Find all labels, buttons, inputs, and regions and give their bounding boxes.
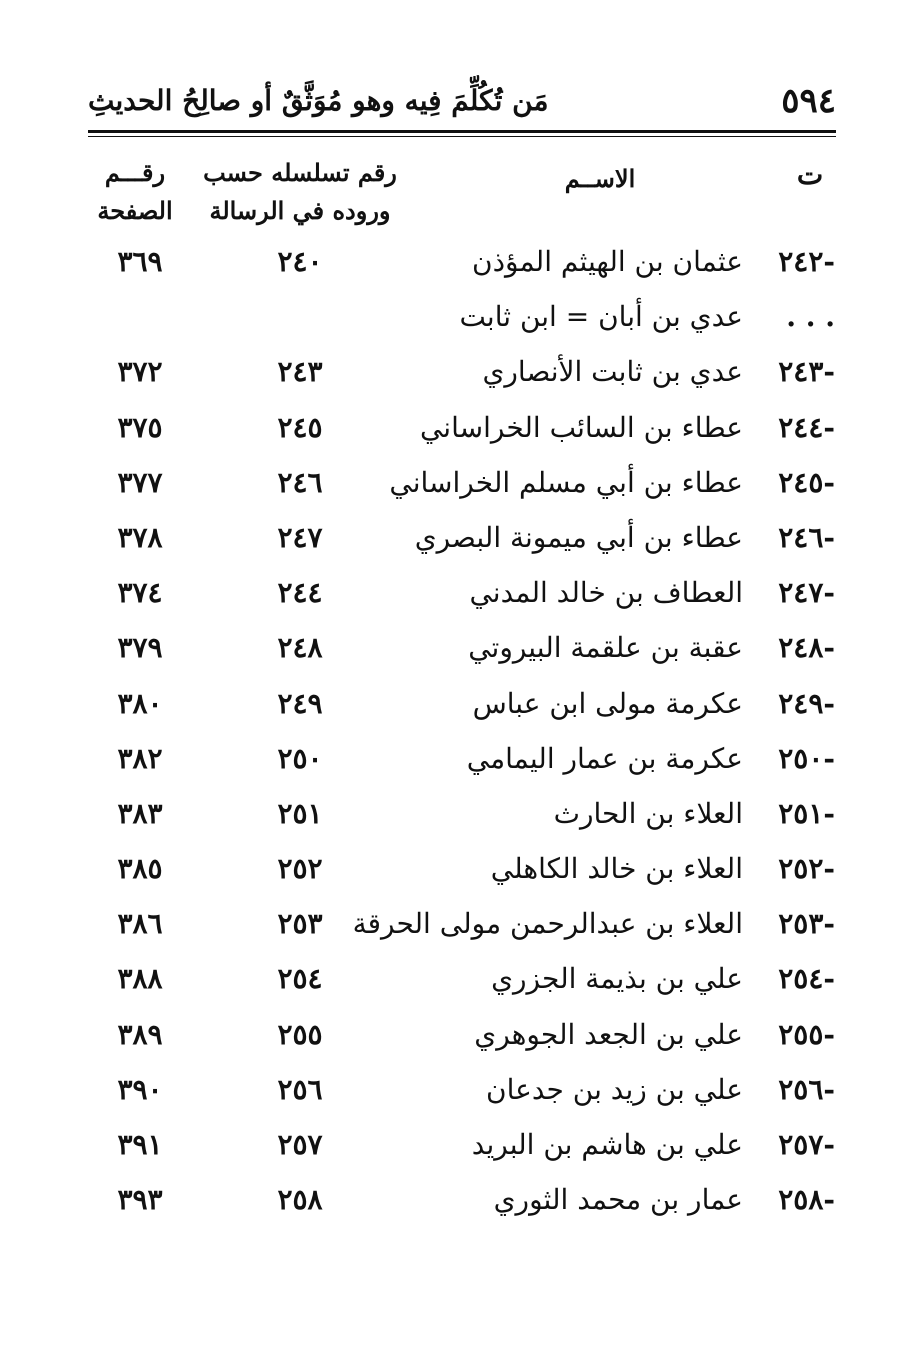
table-row	[0, 731, 921, 786]
page-reference: ٣٧٨	[117, 520, 163, 554]
entry-number: ٢٥٠-	[778, 741, 835, 775]
narrator-name: عطاء بن أبي ميمونة البصري	[414, 520, 743, 554]
page-reference: ٣٧٧	[117, 465, 163, 499]
page-reference: ٣٧٤	[117, 576, 163, 610]
page-reference: ٣٩٠	[117, 1072, 163, 1106]
sequence-number: ٢٥٠	[277, 741, 323, 775]
page-reference: ٣٨٦	[117, 907, 163, 941]
sequence-number: ٢٤٧	[277, 520, 323, 554]
column-header-sequence-line2: وروده في الرسالة	[209, 196, 391, 225]
narrator-name: عطاء بن السائب الخراساني	[419, 410, 743, 444]
sequence-number: ٢٥٧	[277, 1128, 323, 1161]
table-row	[0, 1062, 921, 1117]
narrator-name: عطاء بن أبي مسلم الخراساني	[389, 465, 743, 499]
column-header-page-line2: الصفحة	[97, 196, 173, 225]
sequence-number: ٢٤٩	[277, 686, 323, 720]
sequence-number: ٢٤٥	[277, 410, 323, 444]
column-header-sequence-line1: رقم تسلسله حسب	[203, 158, 397, 187]
entry-number: ٢٤٩-	[778, 686, 835, 720]
page-reference: ٣٦٩	[117, 245, 163, 278]
entry-number: ٢٥٥-	[778, 1017, 835, 1051]
entry-number: ٢٥٤-	[778, 962, 835, 996]
table-row	[0, 841, 921, 896]
table-row	[0, 289, 921, 344]
narrator-name: عثمان بن الهيثم المؤذن	[472, 245, 743, 278]
running-header	[88, 78, 836, 130]
table-row	[0, 510, 921, 565]
table-row	[0, 786, 921, 841]
page-reference: ٣٨٨	[117, 962, 163, 996]
narrator-name: العلاء بن خالد الكاهلي	[490, 852, 743, 886]
table-row	[0, 951, 921, 1006]
narrator-name: عكرمة مولى ابن عباس	[472, 686, 743, 720]
narrator-name: علي بن زيد بن جدعان	[486, 1072, 743, 1106]
sequence-number: ٢٥٢	[277, 852, 323, 886]
table-row	[0, 1117, 921, 1172]
sequence-number: ٢٤٣	[277, 355, 323, 389]
sequence-number: ٢٤٠	[277, 245, 323, 278]
sequence-number: ٢٤٤	[277, 576, 323, 610]
page-reference: ٣٨٥	[117, 852, 163, 886]
column-header-number	[770, 156, 850, 194]
sequence-number: ٢٤٦	[277, 465, 323, 499]
column-header-name	[500, 160, 700, 198]
entry-number: ٢٥٢-	[778, 852, 835, 886]
table-row	[0, 1172, 921, 1227]
page-reference: ٣٩١	[117, 1128, 163, 1161]
sequence-number: ٢٥٣	[277, 907, 323, 941]
table-row	[0, 896, 921, 951]
narrator-name: عدي بن أبان = ابن ثابت	[459, 300, 743, 334]
narrator-name: علي بن هاشم بن البريد	[471, 1128, 743, 1161]
entry-number: ٢٥٦-	[778, 1072, 835, 1106]
column-header-name-label: الاســم	[564, 164, 636, 193]
table-row	[0, 676, 921, 731]
entry-number: ٢٤٨-	[778, 631, 835, 665]
column-header-number-label: ت	[796, 158, 824, 191]
sequence-number: ٢٥٤	[277, 962, 323, 996]
entry-number: ٢٤٤-	[778, 410, 835, 444]
page-reference: ٣٧٩	[117, 631, 163, 665]
entry-number: ٢٤٢-	[778, 245, 835, 278]
table-row	[0, 1007, 921, 1062]
entry-number: . . .	[786, 300, 835, 334]
table-row	[0, 565, 921, 620]
sequence-number: ٢٤٨	[277, 631, 323, 665]
sequence-number: ٢٥١	[277, 796, 323, 830]
narrator-name: العلاء بن عبدالرحمن مولى الحرقة	[352, 907, 743, 941]
page-reference: ٣٨٢	[117, 741, 163, 775]
narrator-name: العطاف بن خالد المدني	[469, 576, 743, 610]
narrator-name: عكرمة بن عمار اليمامي	[466, 741, 743, 775]
narrator-name: علي بن الجعد الجوهري	[474, 1017, 743, 1051]
column-header-sequence	[200, 154, 400, 230]
header-rule-thin	[88, 136, 836, 137]
header-rule-thick	[88, 130, 836, 133]
table-row	[0, 400, 921, 455]
column-header-page	[70, 154, 200, 230]
narrator-name: عدي بن ثابت الأنصاري	[482, 355, 743, 389]
narrator-name: العلاء بن الحارث	[553, 796, 743, 830]
entry-number: ٢٥١-	[778, 796, 835, 830]
page-reference: ٣٨٠	[117, 686, 163, 720]
narrator-name: عمار بن محمد الثوري	[493, 1183, 743, 1217]
page-reference: ٣٧٥	[117, 410, 163, 444]
narrator-name: علي بن بذيمة الجزري	[491, 962, 743, 996]
entry-number: ٢٤٦-	[778, 520, 835, 554]
page-reference: ٣٩٣	[117, 1183, 163, 1217]
entry-number: ٢٤٣-	[778, 355, 835, 389]
entry-number: ٢٤٥-	[778, 465, 835, 499]
column-header-page-line1: رقـــم	[104, 158, 166, 187]
page-reference: ٣٨٩	[117, 1017, 163, 1051]
table-row	[0, 455, 921, 510]
table-row	[0, 620, 921, 675]
table-row	[0, 234, 921, 289]
page-number: ٥٩٤	[781, 81, 836, 121]
running-title: مَن تُكُلِّمَ فِيه وهو مُوَثَّقٌ أو صالِحُ الحديثِ	[88, 84, 549, 117]
narrator-name: عقبة بن علقمة البيروتي	[468, 631, 743, 665]
entry-number: ٢٤٧-	[778, 576, 835, 610]
entry-number: ٢٥٣-	[778, 907, 835, 941]
sequence-number: ٢٥٨	[277, 1183, 323, 1217]
page-reference: ٣٨٣	[117, 796, 163, 830]
sequence-number: ٢٥٥	[277, 1017, 323, 1051]
page-reference: ٣٧٢	[117, 355, 163, 389]
entry-number: ٢٥٧-	[778, 1128, 835, 1161]
table-row	[0, 344, 921, 399]
entry-number: ٢٥٨-	[778, 1183, 835, 1217]
sequence-number: ٢٥٦	[277, 1072, 323, 1106]
entries-table	[0, 234, 921, 1227]
